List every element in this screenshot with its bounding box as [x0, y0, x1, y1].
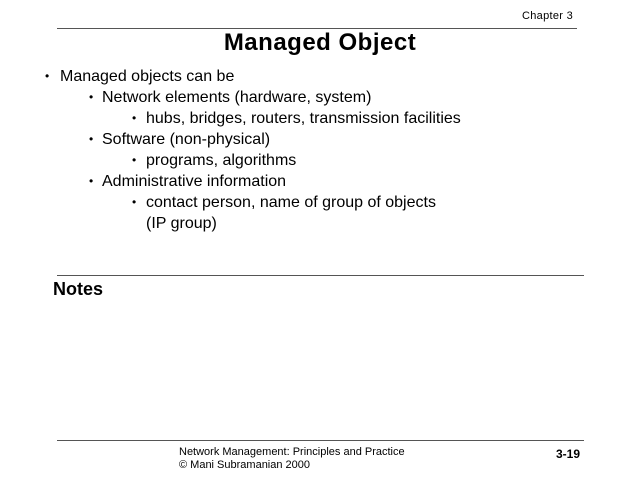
bullet-item — [0, 192, 461, 213]
bullet-text: programs, algorithms — [146, 152, 297, 169]
bullet-dot-icon: • — [89, 90, 94, 104]
footer-divider — [57, 440, 584, 441]
bullet-item — [0, 108, 461, 129]
bullet-dot-icon: • — [89, 174, 94, 188]
footer-credits — [179, 446, 405, 472]
bullet-item — [0, 87, 461, 108]
bullet-dot-icon: • — [45, 69, 50, 83]
slide-title: Managed Object — [223, 29, 417, 56]
book-title: Network Management: Principles and Practice — [179, 446, 405, 458]
chapter-label: Chapter 3 — [521, 10, 573, 22]
bullet-list — [0, 66, 461, 234]
bullet-item — [0, 171, 461, 192]
notes-heading: Notes — [53, 279, 104, 299]
bullet-dot-icon: • — [89, 132, 94, 146]
bullet-text: contact person, name of group of objects — [146, 194, 436, 211]
bullet-item — [0, 129, 461, 150]
bullet-item — [0, 66, 461, 87]
notes-divider — [57, 275, 584, 276]
bullet-text: Software (non-physical) — [102, 131, 271, 148]
bullet-dot-icon: • — [132, 195, 137, 209]
bullet-dot-icon: • — [132, 111, 137, 125]
bullet-item — [0, 150, 461, 171]
bullet-text: Managed objects can be — [60, 68, 235, 85]
bullet-dot-icon: • — [132, 153, 137, 167]
bullet-continuation — [0, 213, 461, 234]
page-number: 3-19 — [556, 447, 581, 461]
bullet-text: Administrative information — [102, 173, 287, 190]
copyright: © Mani Subramanian 2000 — [179, 459, 311, 471]
bullet-text: hubs, bridges, routers, transmission facilities — [146, 110, 461, 127]
bullet-text: Network elements (hardware, system) — [102, 89, 372, 106]
bullet-text: (IP group) — [146, 215, 217, 232]
